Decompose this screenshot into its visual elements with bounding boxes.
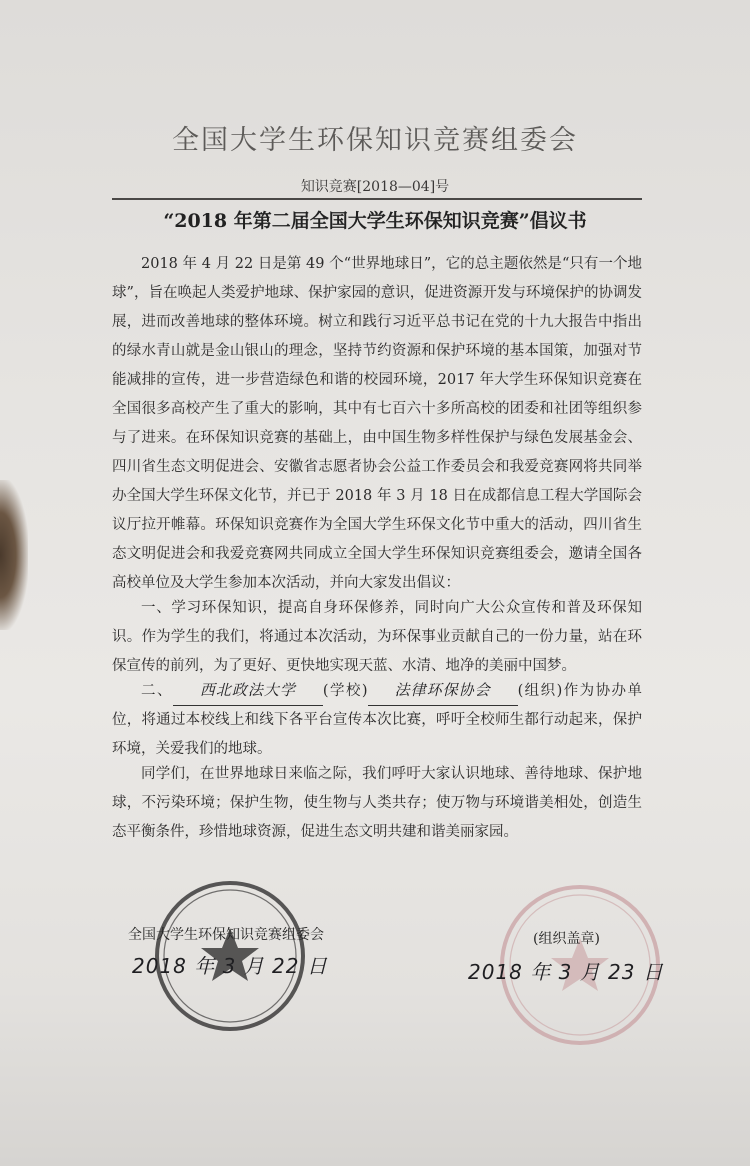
signature-date-left: 2018 年 3 月 22 日 <box>132 954 328 978</box>
paragraph-proposal-1: 一、学习环保知识，提高自身环保修养，同时向广大公众宣传和普及环保知识。作为学生的我们，将通过本次活动，为环保事业贡献自己的一份力量，站在环保宣传的前列，为了更好、更快地实现天蓝、水清、地净的美丽中国梦。 <box>112 600 642 674</box>
doc-number: 知识竞赛[2018—04]号 <box>300 179 450 195</box>
paragraph-intro: 2018 年 4 月 22 日是第 49 个“世界地球日”，它的总主题依然是“只有一个地球”，旨在唤起人类爱护地球、保护家园的意识，促进资源开发与环境保护的协调发展，进而改善地球的整体环境。树立和践行习近平总书记在党的十九大报告中指出的绿水青山就是金山银山的理念，坚持节约资源和保护环境的基本国策，加强对节能减排的宣传，进一步营造绿色和谐的校园环境，2017 年大学生环保知识竞赛在全国很多高校产生了重大的影响，其中有七百六十多所高校的团委和社团等组织参与了进来。在环保知识竞赛的基础上，由中国生物多样性保护与绿色发展基金会、四川省生态文明促进会、安徽省志愿者协会公益工作委员会和我爱竞赛网将共同举办全国大学生环保文化节，并已于 2018 年 3 月 18 日在成都信息工程大学国际会议厅拉开帷幕。环保知识竞赛作为全国大学生环保文化节中重大的活动，四川省生态文明促进会和我爱竞赛网共同成立全国大学生环保知识竞赛组委会，邀请全国各高校单位及大学生参加本次活动，并向大家发出倡议： <box>112 256 642 591</box>
paragraph-proposal-2 <box>112 676 642 764</box>
org-header: 全国大学生环保知识竞赛组委会 <box>172 125 578 156</box>
signature-org-left: 全国大学生环保知识竞赛组委会 <box>128 927 324 943</box>
doc-title: “2018 年第二届全国大学生环保知识竞赛”倡议书 <box>163 210 587 232</box>
school-label: (学校) <box>322 683 368 699</box>
proposal-2-suffix: 作为协办单位，将通过本校线上和线下各平台宣传本次比赛，呼吁全校师生都行动起来，保护环境，关爱我们的地球。 <box>112 683 642 757</box>
org-name-handwritten: 法律环保协会 <box>368 676 518 706</box>
paragraph-closing: 同学们，在世界地球日来临之际，我们呼吁大家认识地球、善待地球、保护地球，不污染环境；保护生物，使生物与人类共存；使万物与环境谐美相处，创造生态平衡条件，珍惜地球资源，促进生态文明共建和谐美丽家园。 <box>112 766 642 840</box>
finger-shadow <box>0 480 28 630</box>
proposal-2-prefix: 二、 <box>141 683 173 699</box>
org-label: (组织) <box>517 683 563 699</box>
school-name-handwritten: 西北政法大学 <box>173 676 323 706</box>
seal-label-right: (组织盖章) <box>533 931 600 947</box>
header-rule <box>112 198 642 200</box>
signature-date-right: 2018 年 3 月 23 日 <box>468 960 664 984</box>
